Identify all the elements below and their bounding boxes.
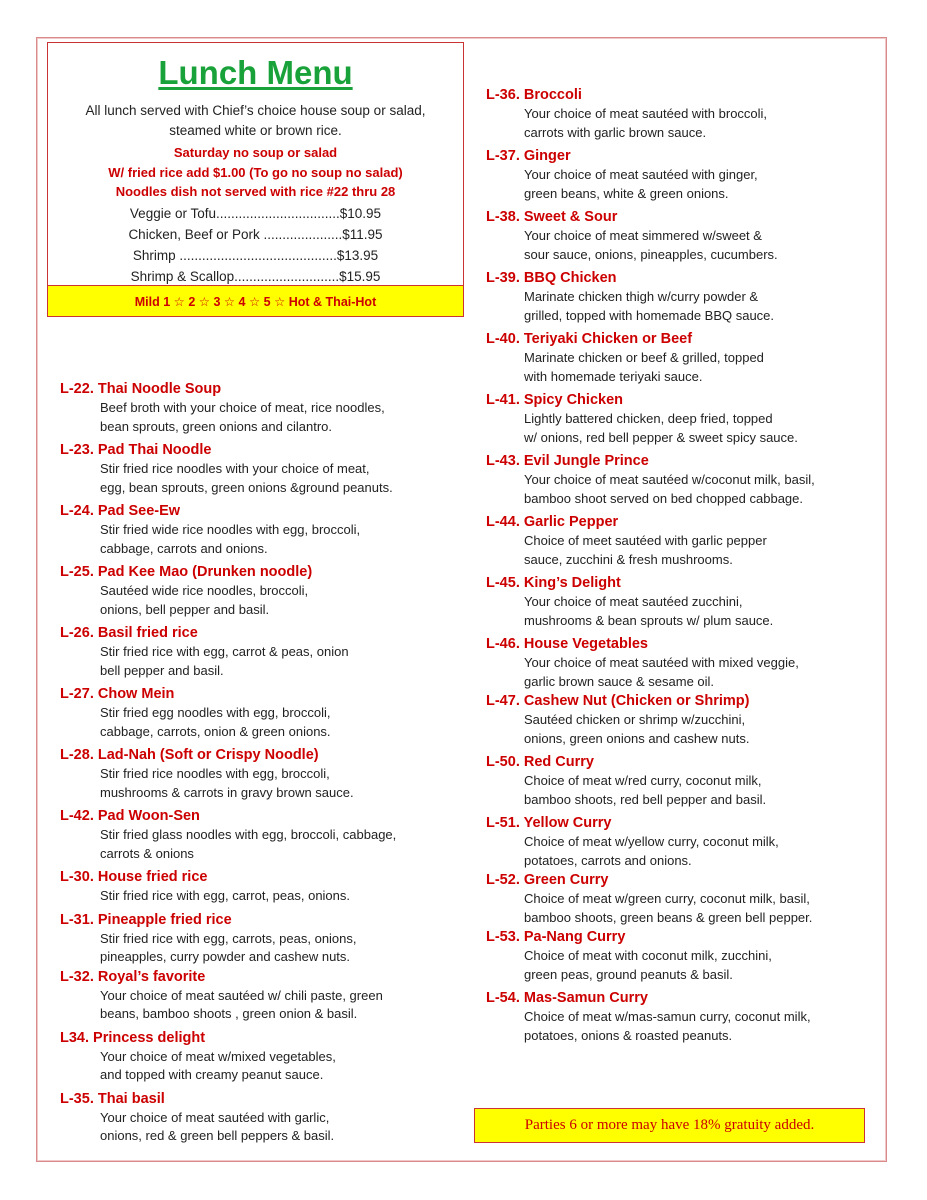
menu-item-title: L-36. Broccoli xyxy=(486,87,582,103)
menu-item-title: L-45. King’s Delight xyxy=(486,575,621,591)
menu-item-description: with homemade teriyaki sauce. xyxy=(524,368,703,384)
menu-item-title: L-26. Basil fried rice xyxy=(60,625,198,641)
menu-item-description: Choice of meat w/yellow curry, coconut milk, xyxy=(524,834,779,849)
menu-item-description: Stir fried rice with egg, carrots, peas, onions, xyxy=(100,930,357,946)
menu-item-description: bean sprouts, green onions and cilantro. xyxy=(100,418,332,434)
menu-item xyxy=(486,86,876,142)
note-line: Noodles dish not served with rice #22 thru 28 xyxy=(115,184,396,199)
menu-item-description: Choice of meat w/mas-samun curry, coconut milk, xyxy=(524,1009,811,1024)
menu-item-description: Your choice of meat w/mixed vegetables, xyxy=(100,1048,336,1064)
menu-item-title: L-41. Spicy Chicken xyxy=(486,392,623,408)
menu-item-description: Stir fried rice noodles with your choice of meat, xyxy=(100,461,370,476)
menu-item-description: green peas, ground peanuts & basil. xyxy=(524,966,733,982)
menu-item-description: egg, bean sprouts, green onions &ground peanuts. xyxy=(100,479,393,495)
menu-item-title: L-23. Pad Thai Noodle xyxy=(60,442,212,458)
menu-item-description: Your choice of meat sautéed zucchini, xyxy=(524,594,743,609)
menu-item-description: Sautéed chicken or shrimp w/zucchini, xyxy=(524,712,746,727)
menu-item-description: onions, red & green bell peppers & basil. xyxy=(100,1128,335,1143)
spice-scale: Mild 1 ☆ 2 ☆ 3 ☆ 4 ☆ 5 ☆ Hot & Thai-Hot xyxy=(48,285,463,316)
menu-item-description: bamboo shoots, green beans & green bell pepper. xyxy=(524,909,813,925)
menu-item-description: mushrooms & carrots in gravy brown sauce. xyxy=(100,784,354,800)
menu-item-description: Choice of meat with coconut milk, zucchini, xyxy=(524,948,772,963)
menu-item xyxy=(486,753,876,809)
menu-item xyxy=(60,807,450,863)
menu-item-description: pineapples, curry powder and cashew nuts. xyxy=(100,949,351,964)
menu-item xyxy=(60,968,450,1024)
menu-item xyxy=(60,441,450,497)
menu-item-title: L-50. Red Curry xyxy=(486,754,594,770)
menu-item-description: Stir fried rice noodles with egg, broccoli, xyxy=(100,766,330,781)
menu-item xyxy=(486,928,876,984)
menu-item-description: green beans, white & green onions. xyxy=(524,185,729,201)
menu-item-title: L-31. Pineapple fried rice xyxy=(60,911,232,928)
menu-item xyxy=(60,624,450,680)
menu-item-description: beans, bamboo shoots , green onion & basil. xyxy=(100,1006,358,1021)
menu-item-title: L-28. Lad-Nah (Soft or Crispy Noodle) xyxy=(60,747,319,763)
menu-item-description: Stir fried rice with egg, carrot, peas, onions. xyxy=(100,888,351,903)
menu-item-description: garlic brown sauce & sesame oil. xyxy=(524,673,715,689)
menu-intro xyxy=(48,101,463,141)
menu-item xyxy=(60,380,450,436)
menu-item-title: L-35. Thai basil xyxy=(60,1090,165,1107)
menu-item-description: Your choice of meat sautéed w/coconut milk, basil, xyxy=(524,472,815,487)
menu-item-title: L-40. Teriyaki Chicken or Beef xyxy=(486,331,693,347)
menu-item xyxy=(60,563,450,619)
menu-item xyxy=(486,269,876,325)
menu-item xyxy=(486,989,876,1045)
menu-item xyxy=(486,452,876,508)
menu-item xyxy=(486,208,876,264)
menu-item xyxy=(60,746,450,802)
menu-item-description: cabbage, carrots, onion & green onions. xyxy=(100,723,331,739)
menu-item xyxy=(486,635,876,691)
menu-item-title: L-42. Pad Woon-Sen xyxy=(60,808,200,824)
price-row: Shrimp ..........................................$13.95 xyxy=(132,248,379,263)
menu-item-title: L-37. Ginger xyxy=(486,148,571,164)
menu-item-description: and topped with creamy peanut sauce. xyxy=(100,1067,324,1082)
menu-item xyxy=(486,871,876,927)
right-menu-column xyxy=(486,86,876,1050)
menu-item-title: L-46. House Vegetables xyxy=(486,636,648,652)
menu-item-description: mushrooms & bean sprouts w/ plum sauce. xyxy=(524,612,774,628)
menu-item xyxy=(60,1029,450,1085)
note-line: W/ fried rice add $1.00 (To go no soup no salad) xyxy=(108,164,403,180)
menu-item xyxy=(486,330,876,386)
menu-item-title: L-30. House fried rice xyxy=(60,869,208,885)
left-menu-column xyxy=(60,380,450,1151)
menu-item-title: L-52. Green Curry xyxy=(486,872,609,888)
menu-notes xyxy=(48,143,463,202)
intro-line: steamed white or brown rice. xyxy=(169,123,342,138)
menu-item-description: Stir fried glass noodles with egg, broccoli, cabbage, xyxy=(100,827,397,842)
menu-item xyxy=(60,868,450,906)
menu-item-title: L-22. Thai Noodle Soup xyxy=(60,381,222,397)
menu-item-description: grilled, topped with homemade BBQ sauce. xyxy=(524,307,775,323)
menu-item-title: L-51. Yellow Curry xyxy=(486,815,612,831)
menu-item-description: sour sauce, onions, pineapples, cucumbers. xyxy=(524,246,778,262)
menu-item xyxy=(60,685,450,741)
menu-item-description: cabbage, carrots and onions. xyxy=(100,540,268,556)
menu-item-description: Choice of meat w/green curry, coconut milk, basil, xyxy=(524,891,810,906)
gratuity-notice: Parties 6 or more may have 18% gratuity added. xyxy=(474,1108,865,1143)
price-row: Veggie or Tofu.................................$10.95 xyxy=(129,206,382,221)
price-row: Shrimp & Scallop............................$15.95 xyxy=(130,269,381,284)
menu-item-title: L-38. Sweet & Sour xyxy=(486,209,618,225)
menu-item-description: Marinate chicken thigh w/curry powder & xyxy=(524,289,759,304)
menu-item xyxy=(60,911,450,967)
menu-item-description: potatoes, carrots and onions. xyxy=(524,852,692,868)
menu-item xyxy=(486,574,876,630)
note-line: Saturday no soup or salad xyxy=(173,145,338,160)
menu-title: Lunch Menu xyxy=(158,54,353,91)
menu-item-description: Your choice of meat simmered w/sweet & xyxy=(524,228,762,243)
menu-item-title: L-24. Pad See-Ew xyxy=(60,503,181,519)
menu-item-description: Stir fried rice with egg, carrot & peas, onion xyxy=(100,644,349,659)
menu-item-description: w/ onions, red bell pepper & sweet spicy sauce. xyxy=(524,429,798,445)
menu-item-description: Stir fried wide rice noodles with egg, broccoli, xyxy=(100,522,361,537)
menu-item-title: L-47. Cashew Nut (Chicken or Shrimp) xyxy=(486,693,750,709)
price-list xyxy=(48,203,463,287)
menu-item-title: L34. Princess delight xyxy=(60,1029,206,1046)
menu-item-description: Your choice of meat sautéed with garlic, xyxy=(100,1109,330,1125)
menu-item-title: L-39. BBQ Chicken xyxy=(486,270,617,286)
menu-item xyxy=(486,814,876,870)
menu-item-description: bamboo shoot served on bed chopped cabbage. xyxy=(524,490,803,506)
menu-item-description: bell pepper and basil. xyxy=(100,662,224,678)
menu-item-description: Lightly battered chicken, deep fried, topped xyxy=(524,411,773,426)
menu-item-description: Stir fried egg noodles with egg, broccoli, xyxy=(100,705,331,720)
menu-item-description: onions, bell pepper and basil. xyxy=(100,601,270,617)
menu-item-title: L-32. Royal’s favorite xyxy=(60,968,206,985)
menu-item-description: Your choice of meat sautéed with ginger, xyxy=(524,167,758,182)
menu-item-title: L-54. Mas-Samun Curry xyxy=(486,990,648,1006)
menu-item-description: potatoes, onions & roasted peanuts. xyxy=(524,1027,733,1043)
menu-item-title: L-53. Pa-Nang Curry xyxy=(486,929,626,945)
menu-item xyxy=(486,391,876,447)
price-row: Chicken, Beef or Pork .....................$11.95 xyxy=(128,227,383,242)
menu-item-description: Your choice of meat sautéed with broccoli, xyxy=(524,106,768,121)
menu-item-description: carrots with garlic brown sauce. xyxy=(524,124,707,140)
menu-item-title: L-25. Pad Kee Mao (Drunken noodle) xyxy=(60,564,313,580)
menu-item xyxy=(486,147,876,203)
intro-line: All lunch served with Chief’s choice house soup or salad, xyxy=(85,103,426,118)
menu-item-description: bamboo shoots, red bell pepper and basil. xyxy=(524,791,767,807)
menu-item-description: onions, green onions and cashew nuts. xyxy=(524,730,750,746)
menu-item xyxy=(486,513,876,569)
menu-item-description: Your choice of meat sautéed w/ chili paste, green xyxy=(100,987,383,1003)
menu-item-description: Marinate chicken or beef & grilled, topped xyxy=(524,350,764,365)
menu-item-description: Sautéed wide rice noodles, broccoli, xyxy=(100,583,309,598)
lunch-menu-header xyxy=(47,42,464,317)
menu-item-description: Choice of meat w/red curry, coconut milk, xyxy=(524,773,762,788)
menu-item-description: Your choice of meat sautéed with mixed veggie, xyxy=(524,655,799,670)
menu-item-description: Beef broth with your choice of meat, rice noodles, xyxy=(100,400,385,415)
menu-item-description: sauce, zucchini & fresh mushrooms. xyxy=(524,551,733,567)
menu-item xyxy=(486,692,876,748)
menu-item-title: L-43. Evil Jungle Prince xyxy=(486,453,649,469)
menu-item-description: Choice of meet sautéed with garlic pepper xyxy=(524,533,767,548)
menu-item xyxy=(60,1090,450,1146)
menu-item xyxy=(60,502,450,558)
menu-item-title: L-27. Chow Mein xyxy=(60,686,175,702)
menu-item-description: carrots & onions xyxy=(100,845,194,861)
menu-item-title: L-44. Garlic Pepper xyxy=(486,514,619,530)
